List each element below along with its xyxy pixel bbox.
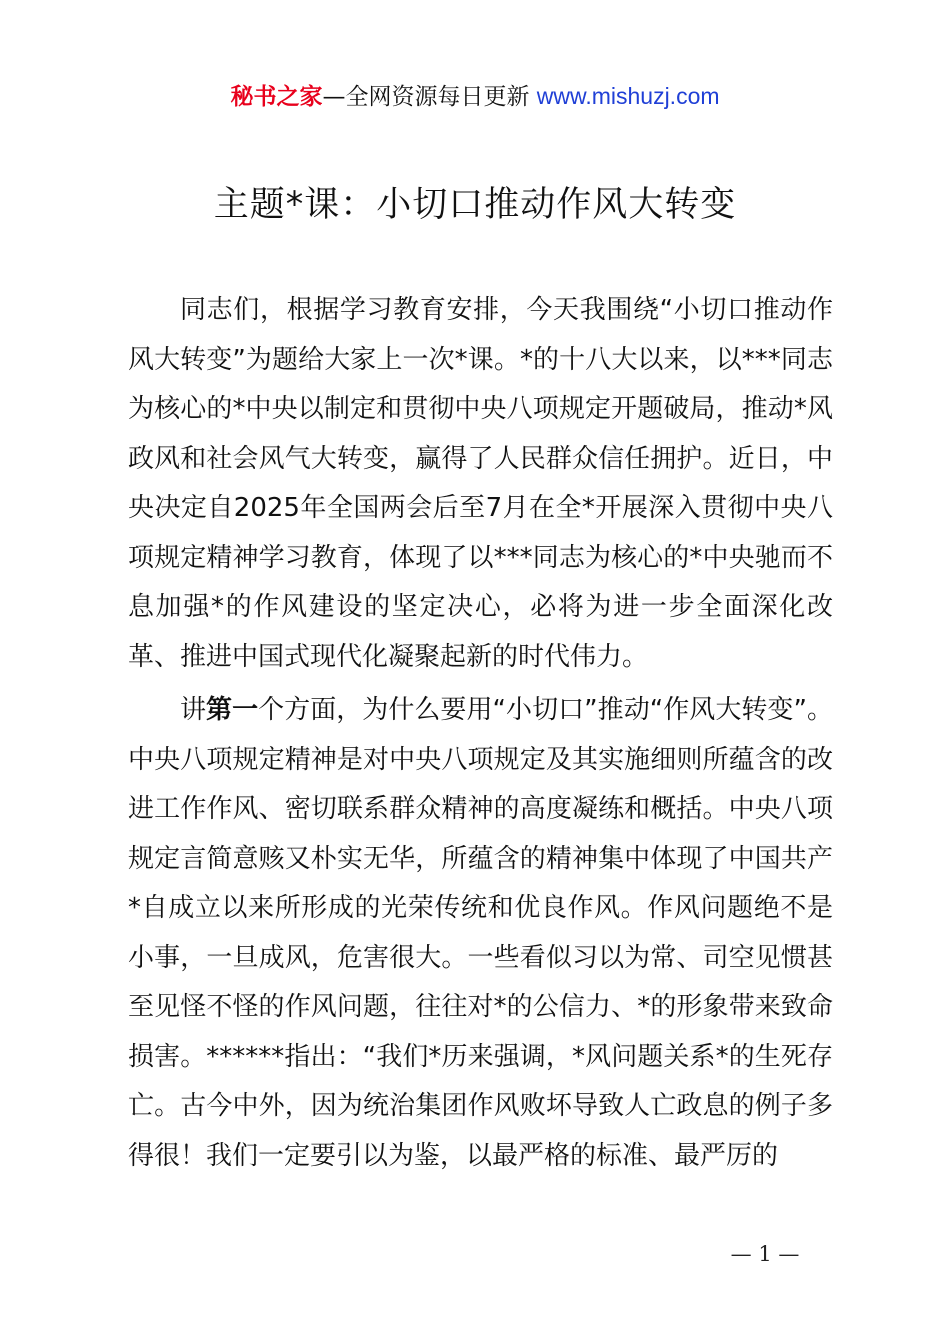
paragraph-lead: 讲 <box>180 695 207 725</box>
site-header <box>0 80 950 113</box>
page-number: — 1 — <box>730 1242 800 1266</box>
paragraph-text: 个方面，为什么要用“小切口”推动“作风大转变”。中央八项规定精神是对中央八项规定及其实施细则所蕴含的改进工作作风、密切联系群众精神的高度凝练和概括。中央八项规定言简意赅又朴实无华，所蕴含的精神集中体现了中国共产*自成立以来所形成的光荣传统和优良作风。作风问题绝不是小事，一旦成风，危害很大。一些看似习以为常、司空见惯甚至见怪不怪的作风问题，往往对*的公信力、*的形象带来致命损害。******指出：“我们*历来强调，*风问题关系*的生死存亡。古今中外，因为统治集团作风败坏导致人亡政息的例子多得很！我们一定要引以为鉴，以最严格的标准、最严厉的 <box>128 695 833 1171</box>
document-body <box>128 286 833 1181</box>
brand-name: 秘书之家 <box>230 84 323 110</box>
site-url-link[interactable]: www.mishuzj.com <box>536 83 720 109</box>
site-tagline: —全网资源每日更新 <box>322 84 530 110</box>
document-title: 主题*课：小切口推动作风大转变 <box>213 185 737 225</box>
paragraph-intro: 同志们，根据学习教育安排，今天我围绕“小切口推动作风大转变”为题给大家上一次*课。*的十八大以来，以***同志为核心的*中央以制定和贯彻中央八项规定开题破局，推动*风政风和社会风气大转变，赢得了人民群众信任拥护。近日，中央决定自2025年全国两会后至7月在全*开展深入贯彻中央八项规定精神学习教育，体现了以***同志为核心的*中央驰而不息加强*的作风建设的坚定决心，必将为进一步全面深化改革、推进中国式现代化凝聚起新的时代伟力。 <box>128 295 833 672</box>
paragraph-first-aspect <box>128 686 833 1181</box>
paragraph-emphasis: 第一 <box>206 695 259 725</box>
